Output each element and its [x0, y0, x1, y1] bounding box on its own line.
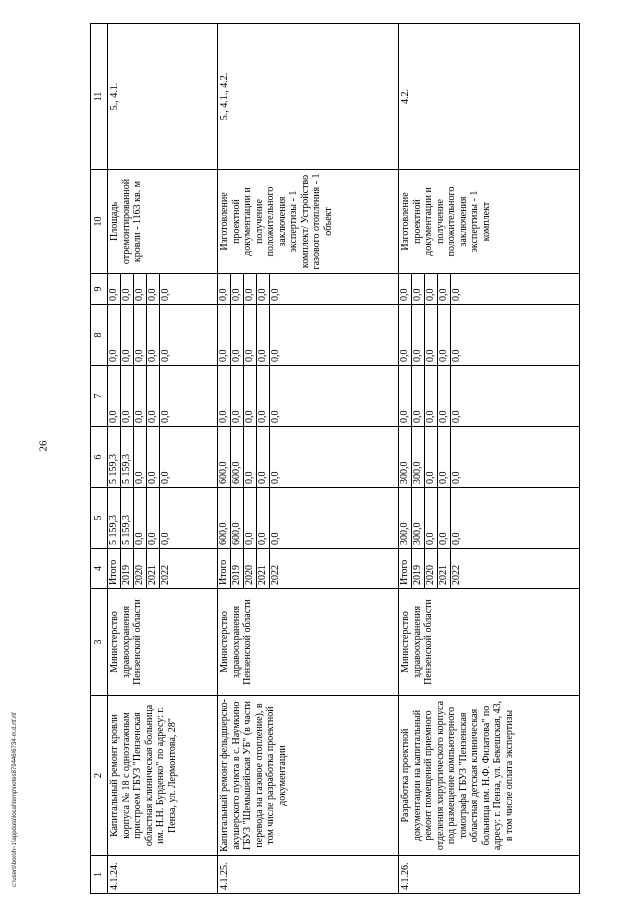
header-cell: 10	[91, 170, 108, 274]
header-cell: 1	[91, 856, 108, 894]
year: Итого	[399, 549, 412, 588]
value: 0,0	[270, 410, 282, 423]
value: 0,0	[160, 471, 171, 484]
rotated-table-container	[90, 24, 580, 894]
funding-col6-cell	[108, 427, 218, 488]
value: 0,0	[147, 427, 160, 487]
value: 0,0	[257, 274, 270, 304]
value: 0,0	[412, 274, 425, 304]
table-header-row	[91, 24, 108, 894]
header-cell: 4	[91, 549, 108, 589]
value: 0,0	[134, 274, 147, 304]
value: 0,0	[399, 274, 412, 304]
header-cell: 11	[91, 24, 108, 170]
value: 0,0	[399, 305, 412, 365]
value: 0,0	[231, 305, 244, 365]
value: 0,0	[257, 366, 270, 426]
value: 0,0	[121, 305, 134, 365]
row-number: 4.1.26.	[399, 856, 580, 894]
value: 5 159,3	[108, 427, 121, 487]
value: 0,0	[438, 274, 451, 304]
value: 600,0	[218, 488, 231, 548]
years-cell	[399, 549, 580, 589]
value: 0,0	[121, 274, 134, 304]
value: 0,0	[412, 366, 425, 426]
value: 0,0	[231, 366, 244, 426]
header-cell: 5	[91, 488, 108, 549]
year: 2019	[121, 549, 134, 588]
value: 0,0	[270, 288, 282, 301]
funding-col9-cell	[218, 274, 399, 305]
years-cell	[108, 549, 218, 589]
value: 600,0	[231, 427, 244, 487]
funding-col6-cell	[399, 427, 580, 488]
value: 0,0	[121, 366, 134, 426]
value: 0,0	[244, 488, 257, 548]
value: 0,0	[451, 349, 463, 362]
value: 0,0	[108, 366, 121, 426]
value: 0,0	[425, 274, 438, 304]
row-number: 4.1.24.	[108, 856, 218, 894]
value: 0,0	[257, 305, 270, 365]
value: 0,0	[257, 427, 270, 487]
value: 0,0	[160, 288, 171, 301]
header-cell: 9	[91, 274, 108, 305]
value: 0,0	[231, 274, 244, 304]
year: 2019	[412, 549, 425, 588]
value: 0,0	[270, 349, 282, 362]
funding-total-cell	[108, 488, 218, 549]
funding-col8-cell	[399, 305, 580, 366]
value: 0,0	[270, 532, 282, 545]
value: 600,0	[218, 427, 231, 487]
value: 300,0	[399, 427, 412, 487]
year: 2021	[147, 549, 160, 588]
value: 0,0	[160, 532, 171, 545]
value: 0,0	[451, 471, 463, 484]
value: 0,0	[451, 532, 463, 545]
value: 0,0	[134, 488, 147, 548]
table-row	[218, 24, 399, 894]
value: 0,0	[270, 471, 282, 484]
funding-col6-cell	[218, 427, 399, 488]
year: 2019	[231, 549, 244, 588]
value: 5 159,3	[108, 488, 121, 548]
value: 0,0	[108, 274, 121, 304]
value: 0,0	[134, 305, 147, 365]
value: 0,0	[244, 305, 257, 365]
reference: 5., 4.1.	[108, 24, 218, 170]
funding-col9-cell	[108, 274, 218, 305]
funding-col7-cell	[399, 366, 580, 427]
value: 0,0	[425, 427, 438, 487]
value: 0,0	[147, 366, 160, 426]
value: 0,0	[257, 488, 270, 548]
executor: Министерство здравоохранения Пензенской области	[399, 589, 580, 696]
table-row	[399, 24, 580, 894]
value: 0,0	[160, 410, 171, 423]
years-cell	[218, 549, 399, 589]
header-cell: 2	[91, 696, 108, 856]
indicator: Площадь отремонтированной кровли - 1163 кв. м	[108, 170, 218, 274]
value: 0,0	[425, 366, 438, 426]
value: 0,0	[438, 366, 451, 426]
activity-name: Капитальный ремонт фельдшерско-акушерского пункта в с. Наумкино ГБУЗ "Шемышейская УБ" (в части перевода на газовое отопление), в том числе разработка проектной документации	[218, 696, 399, 856]
reference: 4.2.	[399, 24, 580, 170]
value: 0,0	[218, 274, 231, 304]
funding-col8-cell	[218, 305, 399, 366]
activity-name: Разработка проектной документации на капитальный ремонт помещений приемного отделения хирургического корпуса под размещение компьютерного томографа ГБУЗ "Пензенская областная детская клиническая больница им. Н.Ф. Филатова" по адресу: г. Пенза, ул. Бекешская, 43, в том числе оплата экспертизы	[399, 696, 580, 856]
funding-col7-cell	[108, 366, 218, 427]
year: 2021	[438, 549, 451, 588]
header-cell: 8	[91, 305, 108, 366]
value: 0,0	[244, 274, 257, 304]
value: 0,0	[438, 427, 451, 487]
reference: 5., 4.1., 4.2.	[218, 24, 399, 170]
value: 0,0	[438, 488, 451, 548]
value: 600,0	[231, 488, 244, 548]
value: 0,0	[160, 349, 171, 362]
value: 0,0	[451, 288, 463, 301]
value: 0,0	[147, 488, 160, 548]
value: 0,0	[147, 274, 160, 304]
value: 0,0	[218, 305, 231, 365]
value: 300,0	[412, 488, 425, 548]
row-number: 4.1.25.	[218, 856, 399, 894]
activity-name: Капитальный ремонт кровли корпуса № 18 с одноэтажным пристроем ГБУЗ "Пензенская областная клиническая больница им. Н.Н. Бурденко" по адресу: г. Пенза, ул. Лермонтова, 28"	[108, 696, 218, 856]
value: 0,0	[412, 305, 425, 365]
executor: Министерство здравоохранения Пензенской области	[218, 589, 399, 696]
header-cell: 6	[91, 427, 108, 488]
executor: Министерство здравоохранения Пензенской области	[108, 589, 218, 696]
funding-total-cell	[218, 488, 399, 549]
funding-col8-cell	[108, 305, 218, 366]
year: 2022	[270, 565, 282, 585]
value: 0,0	[244, 366, 257, 426]
value: 0,0	[147, 305, 160, 365]
value: 0,0	[108, 305, 121, 365]
funding-col9-cell	[399, 274, 580, 305]
value: 0,0	[134, 366, 147, 426]
funding-col7-cell	[218, 366, 399, 427]
value: 0,0	[134, 427, 147, 487]
value: 300,0	[412, 427, 425, 487]
value: 0,0	[244, 427, 257, 487]
program-activities-table	[90, 23, 580, 894]
value: 5 159,3	[121, 427, 134, 487]
value: 0,0	[425, 488, 438, 548]
header-cell: 3	[91, 589, 108, 696]
funding-total-cell	[399, 488, 580, 549]
year: 2022	[160, 565, 171, 585]
year: Итого	[108, 549, 121, 588]
year: 2020	[244, 549, 257, 588]
year: 2021	[257, 549, 270, 588]
indicator: Изготовление проектной документации и получение положительного заключения экспертизы - 1 комплект	[399, 170, 580, 274]
indicator: Изготовление проектной документации и получение положительного заключения экспертизы - 1 комплект/ Устройство газового отопления - 1 объект	[218, 170, 399, 274]
page-number: 26	[37, 440, 50, 452]
value: 0,0	[438, 305, 451, 365]
value: 0,0	[399, 366, 412, 426]
header-cell: 7	[91, 366, 108, 427]
year: 2022	[451, 565, 463, 585]
table-row	[108, 24, 218, 894]
footer-file-path: c:\users\boroh~1\appdata\local\temp\notes879446\6734-m.d.rtf.rtf	[12, 712, 18, 887]
value: 5 159,3	[121, 488, 134, 548]
value: 0,0	[451, 410, 463, 423]
value: 0,0	[218, 366, 231, 426]
value: 0,0	[425, 305, 438, 365]
value: 300,0	[399, 488, 412, 548]
year: Итого	[218, 549, 231, 588]
year: 2020	[134, 549, 147, 588]
year: 2020	[425, 549, 438, 588]
